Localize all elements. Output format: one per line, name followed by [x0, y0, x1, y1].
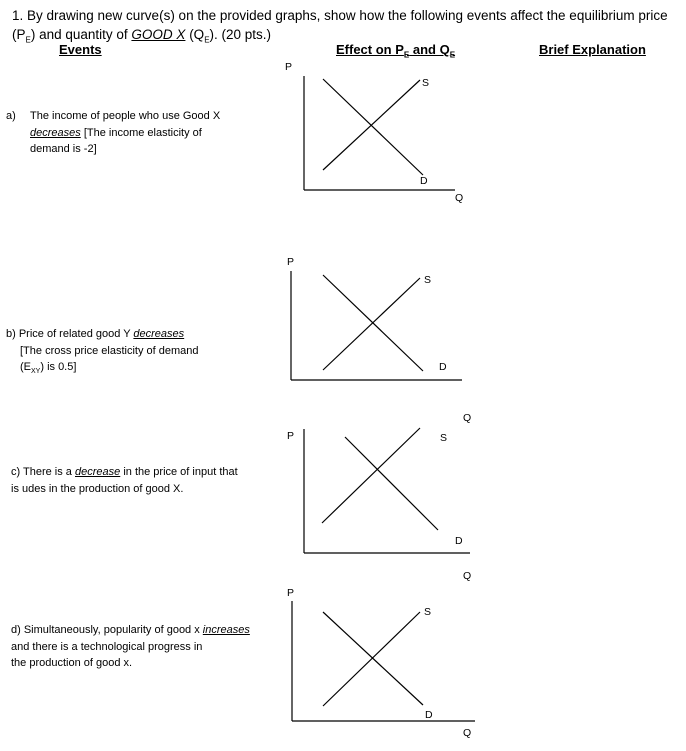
graph-a-demand-label: D	[420, 175, 428, 187]
graph-c-demand-curve	[345, 437, 438, 530]
graph-c-demand-label: D	[455, 535, 463, 547]
graph-a	[304, 76, 455, 190]
graph-c-price-label: P	[287, 430, 295, 442]
graph-a-demand-curve	[323, 79, 423, 175]
graph-d-supply-label: S	[424, 606, 432, 618]
graph-b-supply-curve	[323, 278, 420, 370]
graph-a-supply-label: S	[422, 77, 430, 89]
event-d-text: d) Simultaneously, popularity of good x increases and there is a technological progress in the production of good x.	[11, 624, 250, 669]
graph-d-price-label: P	[287, 587, 295, 599]
graph-c-quantity-label: Q	[463, 570, 472, 582]
graph-c	[304, 428, 470, 553]
graph-b	[291, 271, 462, 380]
graph-c-supply-curve	[322, 428, 420, 523]
event-a-text: The income of people who use Good X decreases [The income elasticity of demand is -2]	[30, 110, 221, 155]
graph-c-supply-label: S	[440, 432, 448, 444]
question-line-2: $(P_E)$ and quantity of GOOD X $(Q_E)$. (20 pts.)	[12, 27, 272, 45]
explanation-header: Brief Explanation	[539, 42, 646, 57]
event-c-text: c) There is a decrease in the price of input that is udes in the production of good X.	[11, 466, 238, 495]
effect-header: Effect on $P_E$ and $Q_E$	[336, 42, 456, 60]
graph-a-price-label: P	[285, 61, 293, 73]
graph-d-quantity-label: Q	[463, 727, 472, 739]
graph-b-price-label: P	[287, 256, 295, 268]
graph-b-quantity-label: Q	[463, 412, 472, 424]
event-a-label: a)	[6, 110, 16, 122]
graph-d-demand-label: D	[425, 709, 433, 721]
graph-a-quantity-label: Q	[455, 192, 464, 204]
graph-d	[292, 601, 475, 721]
events-header: Events	[59, 42, 102, 57]
good-x-emphasis: GOOD X	[131, 27, 186, 42]
event-b-text: b) Price of related good Y decreases [The cross price elasticity of demand $(E_{XY})$ is 0.5]	[6, 328, 199, 376]
question-line-1: 1. By drawing new curve(s) on the provided graphs, show how the following events affect the equilibrium price	[12, 8, 668, 23]
graph-b-demand-label: D	[439, 361, 447, 373]
graph-b-supply-label: S	[424, 274, 432, 286]
